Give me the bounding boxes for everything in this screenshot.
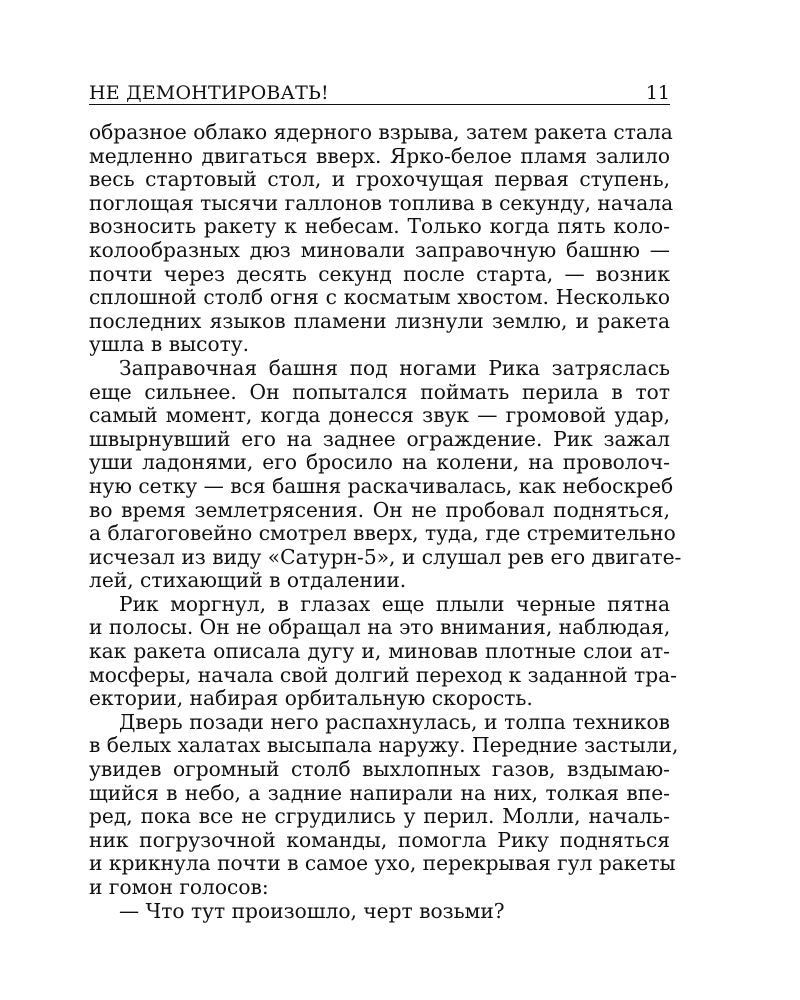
text-line: уши ладонями, его бросило на колени, на проволоч- — [89, 450, 670, 475]
text-line: ектории, набирая орбитальную скорость. — [89, 686, 533, 711]
text-line: Рик моргнул, в глазах еще плыли черные пятна — [119, 591, 670, 616]
text-line: как ракета описала дугу и, миновав плотные слои ат- — [89, 639, 670, 664]
text-line: — Что тут произошло, черт возьми? — [119, 898, 505, 923]
text-line: почти через десять секунд после старта, — возник — [89, 261, 670, 286]
text-line: в белых халатах высыпала наружу. Передние застыли, — [89, 733, 679, 758]
text-line: лей, стихающий в отдалении. — [89, 568, 407, 593]
text-line: ную сетку — вся башня раскачивалась, как небоскреб — [89, 473, 674, 498]
text-line: увидев огромный столб выхлопных газов, вздымаю- — [89, 757, 670, 782]
text-line: и крикнула почти в самое ухо, перекрывая гул ракеты — [89, 851, 676, 876]
text-line: швырнувший его на заднее ограждение. Рик зажал — [89, 426, 670, 451]
text-line: поглощая тысячи галлонов топлива в секунду, начала — [89, 190, 674, 215]
text-line: ушла в высоту. — [89, 332, 250, 357]
text-line: мосферы, начала свой долгий переход к заданной тра- — [89, 662, 677, 687]
running-head — [89, 82, 670, 105]
text-line: колообразных дюз миновали заправочную башню — — [89, 237, 670, 262]
text-line: последних языков пламени лизнули землю, и ракета — [89, 308, 670, 333]
text-line: во время землетрясения. Он не пробовал подняться, — [89, 497, 670, 522]
text-line: и гомон голосов: — [89, 875, 269, 899]
text-line: Дверь позади него распахнулась, и толпа техников — [119, 709, 670, 734]
text-line: весь стартовый стол, и грохочущая первая ступень, — [89, 167, 670, 192]
text-line: и полосы. Он не обращал на это внимания, наблюдая, — [89, 615, 671, 640]
text-line: самый момент, когда донесся звук — громовой удар, — [89, 403, 670, 428]
page-number: 11 — [645, 82, 670, 104]
text-line: а благоговейно смотрел вверх, туда, где стремительно — [89, 521, 676, 546]
text-line: Заправочная башня под ногами Рика затряслась — [119, 355, 670, 380]
text-line: ник погрузочной команды, помогла Рику подняться — [89, 827, 670, 852]
text-line: щийся в небо, а задние напирали на них, толкая впе- — [89, 780, 670, 805]
text-line: возносить ракету к небесам. Только когда пять коло- — [89, 214, 670, 239]
text-line: медленно двигаться вверх. Ярко-белое пламя залило — [89, 143, 670, 168]
text-line: ред, пока все не сгрудились у перил. Молли, началь- — [89, 804, 670, 829]
text-line: еще сильнее. Он попытался поймать перила в тот — [89, 379, 670, 404]
running-title: НЕ ДЕМОНТИРОВАТЬ! — [89, 82, 329, 104]
text-line: сплошной столб огня с косматым хвостом. Несколько — [89, 285, 670, 310]
text-line: образное облако ядерного взрыва, затем ракета стала — [89, 120, 673, 144]
body-text — [89, 120, 682, 923]
text-line: исчезал из виду «Сатурн-5», и слушал рев его двигате- — [89, 544, 682, 569]
